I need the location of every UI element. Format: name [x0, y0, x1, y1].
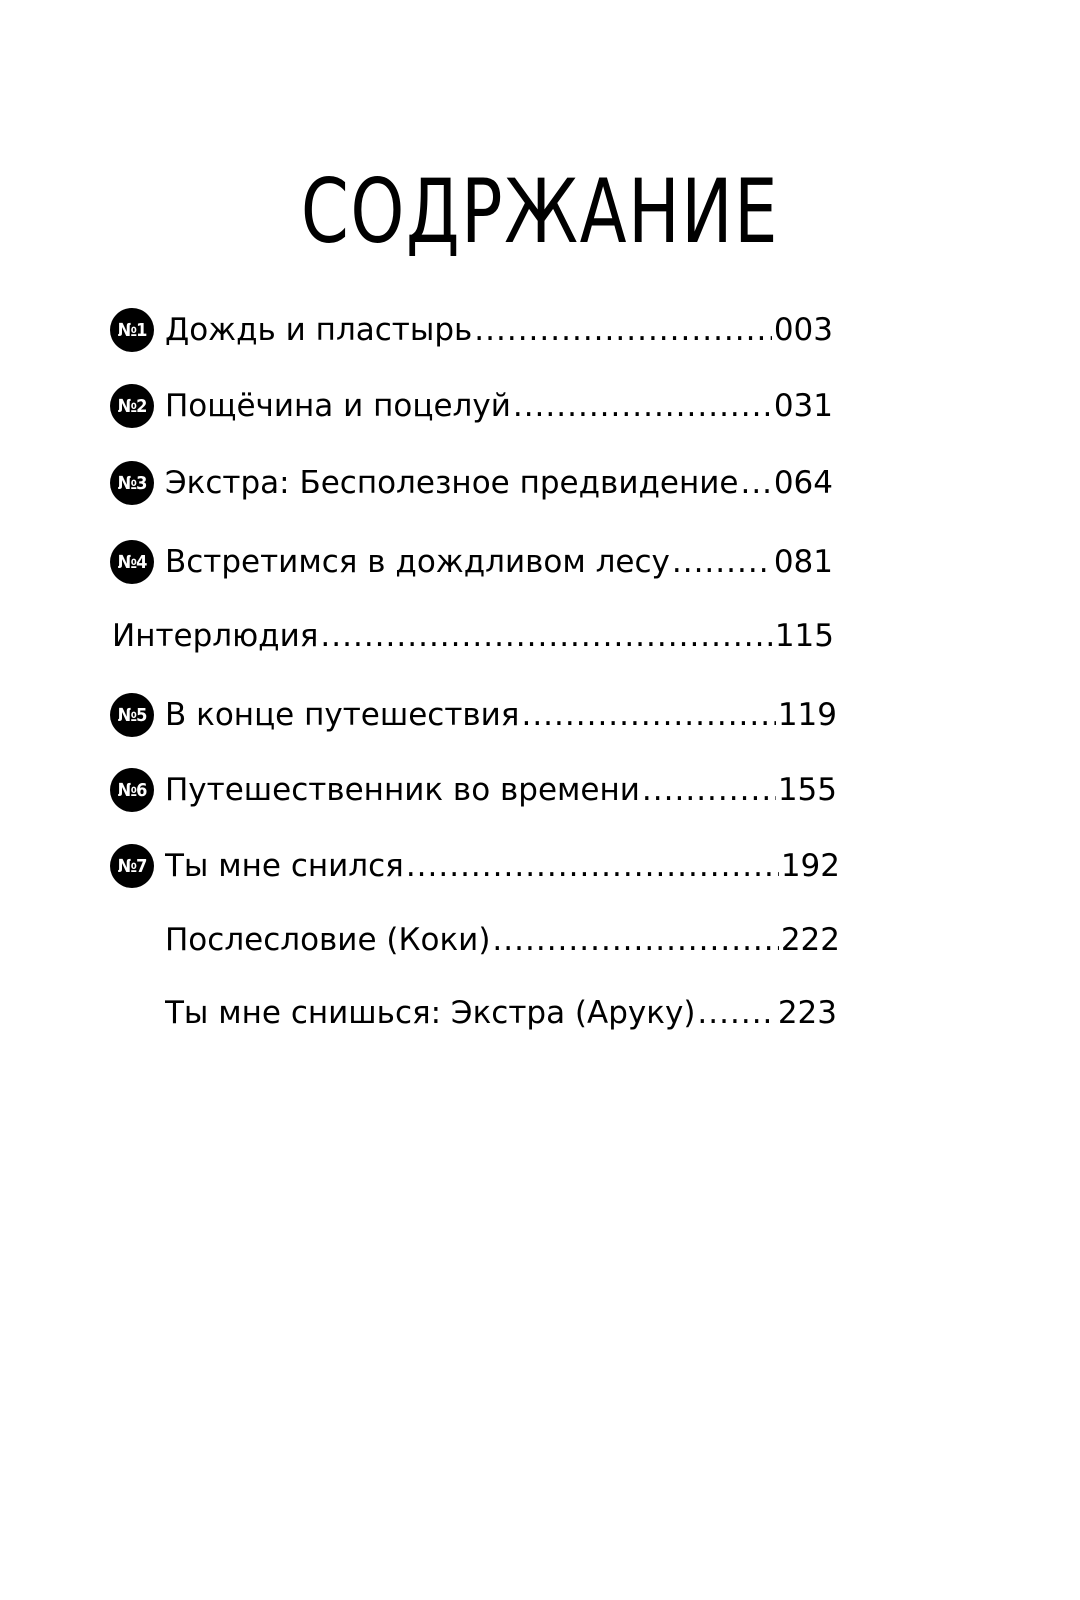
- dot-leader: [697, 995, 775, 1031]
- entry-page-number: 223: [777, 995, 837, 1031]
- toc-entry-interlude[interactable]: [0, 608, 1080, 664]
- entry-title: Послесловие (Коки): [165, 922, 491, 958]
- entry-page-number: 031: [773, 388, 833, 424]
- dot-leader: [406, 848, 779, 884]
- entry-page-number: 115: [774, 618, 834, 654]
- chapter-number-badge: №6: [110, 768, 154, 812]
- toc-line: [165, 772, 837, 808]
- entry-page-number: 119: [777, 697, 837, 733]
- toc-line: [165, 544, 833, 580]
- toc-line: [165, 388, 833, 424]
- toc-entry-afterword[interactable]: [0, 912, 1080, 968]
- toc-line: [165, 995, 837, 1031]
- toc-entry-2[interactable]: [0, 378, 1080, 434]
- entry-page-number: 155: [777, 772, 837, 808]
- toc-entry-extra[interactable]: [0, 985, 1080, 1041]
- entry-page-number: 081: [773, 544, 833, 580]
- entry-page-number: 192: [780, 848, 840, 884]
- chapter-number-badge: №1: [110, 308, 154, 352]
- chapter-number-badge: №5: [110, 693, 154, 737]
- toc-entry-4[interactable]: [0, 534, 1080, 590]
- toc-entry-1[interactable]: [0, 302, 1080, 358]
- dot-leader: [740, 465, 771, 501]
- chapter-number-badge: №4: [110, 540, 154, 584]
- toc-entry-3[interactable]: [0, 455, 1080, 511]
- entry-title: Ты мне снишься: Экстра (Аруку): [165, 995, 696, 1031]
- toc-entry-5[interactable]: [0, 687, 1080, 743]
- dot-leader: [521, 697, 775, 733]
- entry-title: Пощёчина и поцелуй: [165, 388, 511, 424]
- dot-leader: [513, 388, 772, 424]
- toc-entry-7[interactable]: [0, 838, 1080, 894]
- entry-title: Ты мне снился: [165, 848, 404, 884]
- dot-leader: [492, 922, 778, 958]
- entry-title: Встретимся в дождливом лесу: [165, 544, 670, 580]
- toc-line: [165, 922, 840, 958]
- toc-line: [165, 312, 833, 348]
- toc-line: [165, 465, 833, 501]
- toc-entry-6[interactable]: [0, 762, 1080, 818]
- chapter-number-badge: №7: [110, 844, 154, 888]
- entry-page-number: 003: [773, 312, 833, 348]
- chapter-number-badge: №3: [110, 461, 154, 505]
- dot-leader: [320, 618, 772, 654]
- entry-page-number: 222: [780, 922, 840, 958]
- entry-title: Дождь и пластырь: [165, 312, 473, 348]
- toc-line: [112, 618, 834, 654]
- entry-title: В конце путешествия: [165, 697, 520, 733]
- entry-title: Путешественник во времени: [165, 772, 640, 808]
- chapter-number-badge: №2: [110, 384, 154, 428]
- entry-title: Интерлюдия: [112, 618, 319, 654]
- dot-leader: [474, 312, 772, 348]
- entry-title: Экстра: Бесполезное предвидение: [165, 465, 739, 501]
- dot-leader: [642, 772, 776, 808]
- entry-page-number: 064: [773, 465, 833, 501]
- toc-line: [165, 697, 837, 733]
- toc-line: [165, 848, 840, 884]
- page-title: СОДРЖАНИЕ: [300, 160, 780, 263]
- dot-leader: [672, 544, 772, 580]
